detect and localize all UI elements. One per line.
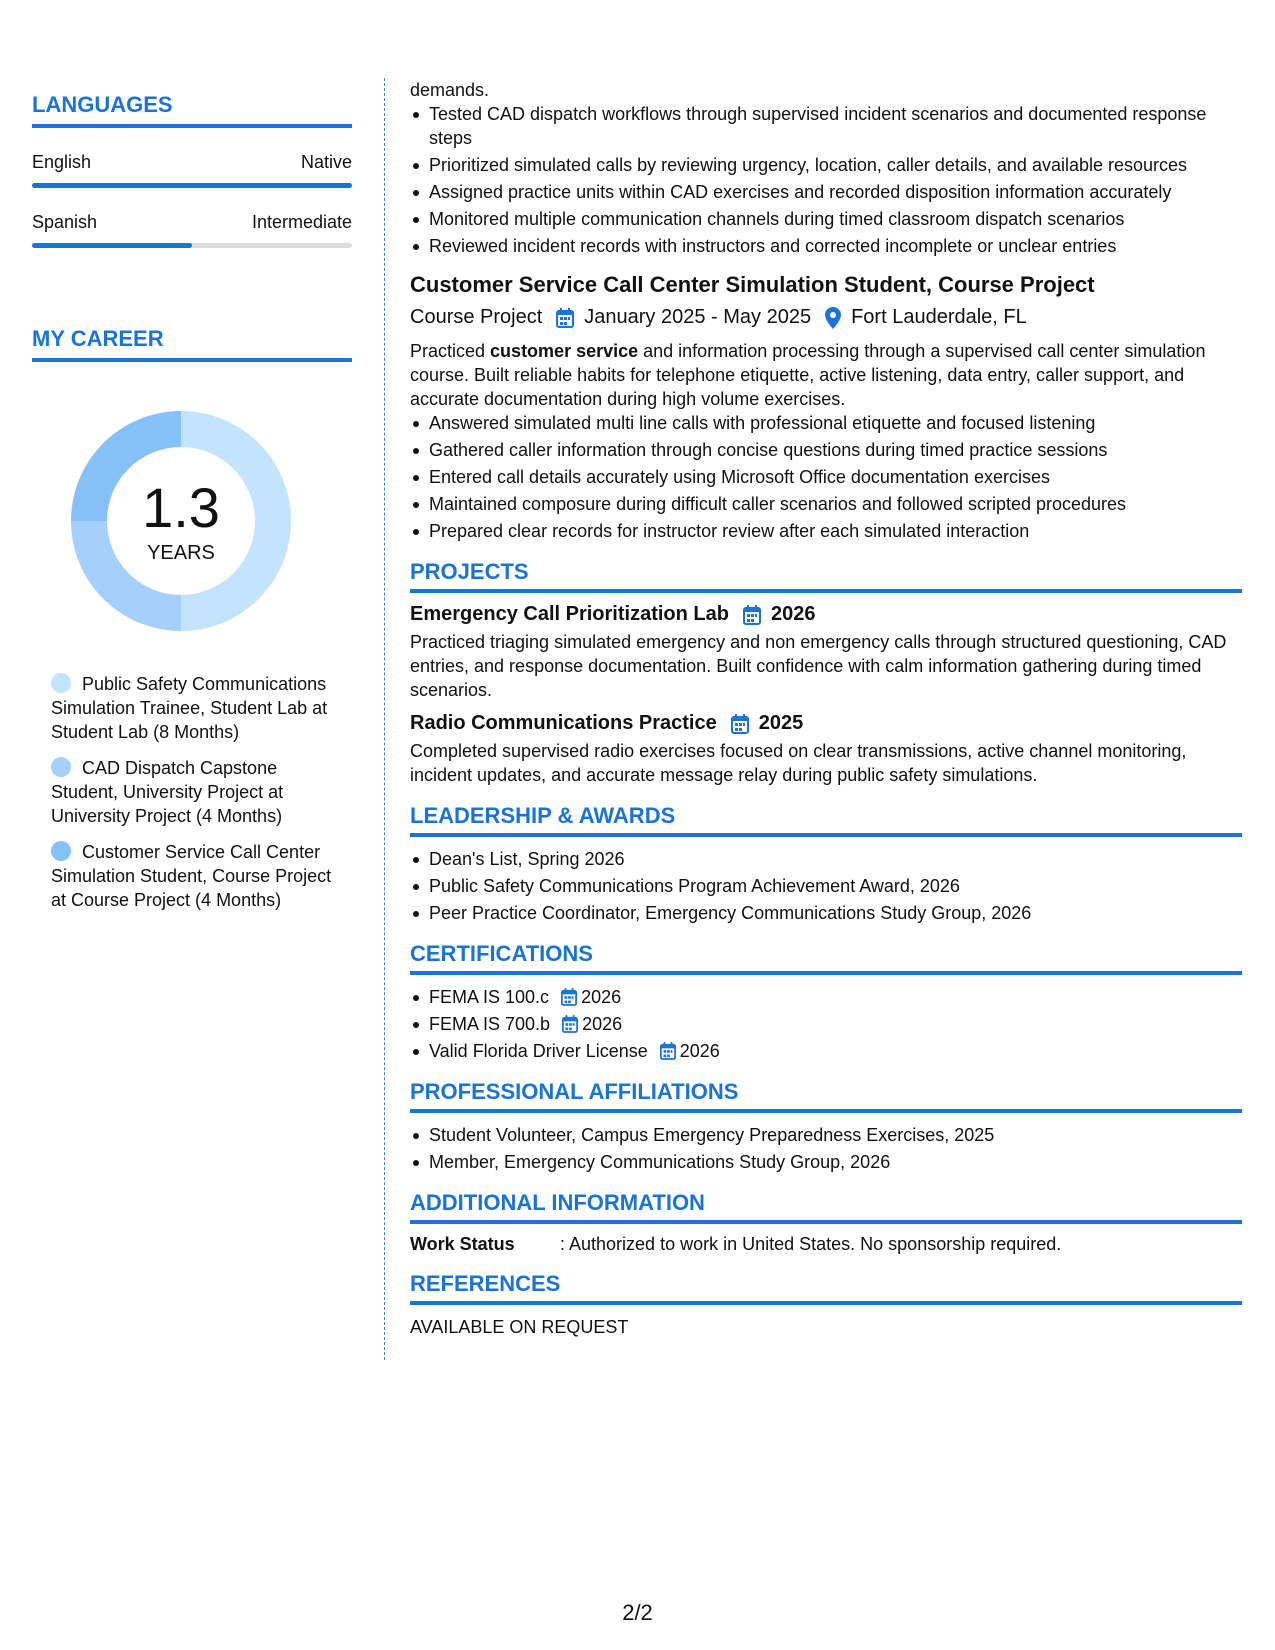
job-desc-part: and information processing through a supervised call center simulation course. Built reliable habits for telephone etiquette, active listening, data entry, caller support, and accurate documentation during high volume exercises. (410, 341, 1206, 409)
work-status-row (410, 1234, 1242, 1255)
language-item (32, 152, 352, 188)
career-legend-text: Customer Service Call Center Simulation Student, Course Project at Course Project (4 Months) (51, 842, 332, 910)
career-legend-item (51, 672, 341, 744)
calendar-icon (660, 1042, 676, 1060)
career-legend-item (51, 840, 341, 912)
legend-dot-icon (51, 757, 71, 777)
project-title: Emergency Call Prioritization Lab (410, 603, 729, 625)
certification-name: FEMA IS 100.c (429, 987, 550, 1007)
language-proficiency-fill (32, 183, 352, 188)
career-heading: MY CAREER (32, 326, 352, 362)
certifications-list (410, 985, 1242, 1063)
career-legend-text: Public Safety Communications Simulation Trainee, Student Lab at Student Lab (8 Months) (51, 674, 328, 742)
job-title: Customer Service Call Center Simulation Student, Course Project (410, 272, 1095, 297)
language-item (32, 212, 352, 248)
language-level: Intermediate (251, 212, 352, 232)
bullet-item: Entered call details accurately using Microsoft Office documentation exercises (410, 465, 1242, 489)
additional-info-heading: ADDITIONAL INFORMATION (410, 1190, 1242, 1224)
work-status-value: : Authorized to work in United States. No sponsorship required. (560, 1234, 1062, 1254)
main-column (410, 78, 1242, 1339)
legend-dot-icon (51, 841, 71, 861)
job-bullets (410, 411, 1242, 543)
bullet-item: Peer Practice Coordinator, Emergency Communications Study Group, 2026 (410, 901, 1242, 925)
location-pin-icon (825, 307, 841, 329)
page-number: 2/2 (622, 1600, 653, 1625)
certification-year: 2026 (581, 987, 622, 1007)
certifications-heading: CERTIFICATIONS (410, 941, 1242, 975)
certification-name: Valid Florida Driver License (429, 1041, 648, 1061)
legend-dot-icon (51, 673, 71, 693)
career-legend (32, 672, 352, 912)
project-year: 2025 (758, 712, 804, 734)
project-title: Radio Communications Practice (410, 712, 717, 734)
career-legend-text: CAD Dispatch Capstone Student, University Project at University Project (4 Months) (51, 758, 284, 826)
bullet-item: Gathered caller information through concise questions during timed practice sessions (410, 438, 1242, 462)
job-dates: January 2025 - May 2025 (584, 306, 812, 328)
experience-continued-text: demands. (410, 80, 490, 100)
bullet-item: Answered simulated multi line calls with professional etiquette and focused listening (410, 411, 1242, 435)
project-item (410, 603, 1242, 702)
calendar-icon (562, 1015, 578, 1033)
bullet-item: Tested CAD dispatch workflows through supervised incident scenarios and documented response steps (410, 102, 1242, 150)
calendar-icon (731, 714, 749, 734)
career-total-years: 1.3 (142, 475, 220, 539)
previous-job-bullets (410, 102, 1242, 258)
sidebar (32, 92, 352, 924)
language-proficiency-bar (32, 183, 352, 188)
calendar-icon (743, 605, 761, 625)
certification-name: FEMA IS 700.b (429, 1014, 551, 1034)
job-meta (410, 306, 1242, 329)
calendar-icon (561, 988, 577, 1006)
languages-heading: LANGUAGES (32, 92, 352, 128)
project-item (410, 712, 1242, 787)
column-divider (384, 78, 385, 1360)
certification-item (410, 985, 1242, 1009)
bullet-item: Prioritized simulated calls by reviewing urgency, location, caller details, and available resources (410, 153, 1242, 177)
language-name: English (32, 152, 92, 172)
bullet-item: Assigned practice units within CAD exercises and recorded disposition information accurately (410, 180, 1242, 204)
certification-year: 2026 (582, 1014, 623, 1034)
job-company: Course Project (410, 306, 543, 328)
certification-item (410, 1012, 1242, 1036)
bullet-item: Prepared clear records for instructor review after each simulated interaction (410, 519, 1242, 543)
affiliations-list (410, 1123, 1242, 1174)
bullet-item: Dean's List, Spring 2026 (410, 847, 1242, 871)
project-year: 2026 (770, 603, 816, 625)
project-description: Practiced triaging simulated emergency and non emergency calls through structured questioning, CAD entries, and response documentation. Built confidence with calm information gathering during timed scenarios. (410, 632, 1227, 700)
leadership-list (410, 847, 1242, 925)
bullet-item: Maintained composure during difficult caller scenarios and followed scripted procedures (410, 492, 1242, 516)
language-proficiency-fill (32, 243, 192, 248)
job-location: Fort Lauderdale, FL (851, 306, 1027, 328)
references-text: AVAILABLE ON REQUEST (410, 1317, 629, 1337)
job-desc-part: Practiced (410, 341, 491, 361)
bullet-item: Monitored multiple communication channels during timed classroom dispatch scenarios (410, 207, 1242, 231)
career-donut-chart (66, 406, 296, 636)
affiliations-heading: PROFESSIONAL AFFILIATIONS (410, 1079, 1242, 1113)
career-legend-item (51, 756, 341, 828)
bullet-item: Reviewed incident records with instructors and corrected incomplete or unclear entries (410, 234, 1242, 258)
work-status-label: Work Status (410, 1234, 515, 1254)
certification-year: 2026 (679, 1041, 720, 1061)
job-desc-bold: customer service (490, 341, 639, 361)
bullet-item: Student Volunteer, Campus Emergency Preparedness Exercises, 2025 (410, 1123, 1242, 1147)
certification-item (410, 1039, 1242, 1063)
language-name: Spanish (32, 212, 98, 232)
language-level: Native (300, 152, 352, 172)
career-years-label: YEARS (147, 541, 215, 564)
bullet-item: Public Safety Communications Program Achievement Award, 2026 (410, 874, 1242, 898)
leadership-heading: LEADERSHIP & AWARDS (410, 803, 1242, 837)
references-heading: REFERENCES (410, 1271, 1242, 1305)
projects-heading: PROJECTS (410, 559, 1242, 593)
language-proficiency-bar (32, 243, 352, 248)
calendar-icon (556, 308, 574, 328)
project-description: Completed supervised radio exercises focused on clear transmissions, active channel monitoring, incident updates, and accurate message relay during public safety simulations. (410, 741, 1187, 785)
bullet-item: Member, Emergency Communications Study Group, 2026 (410, 1150, 1242, 1174)
job-description (410, 339, 1242, 411)
